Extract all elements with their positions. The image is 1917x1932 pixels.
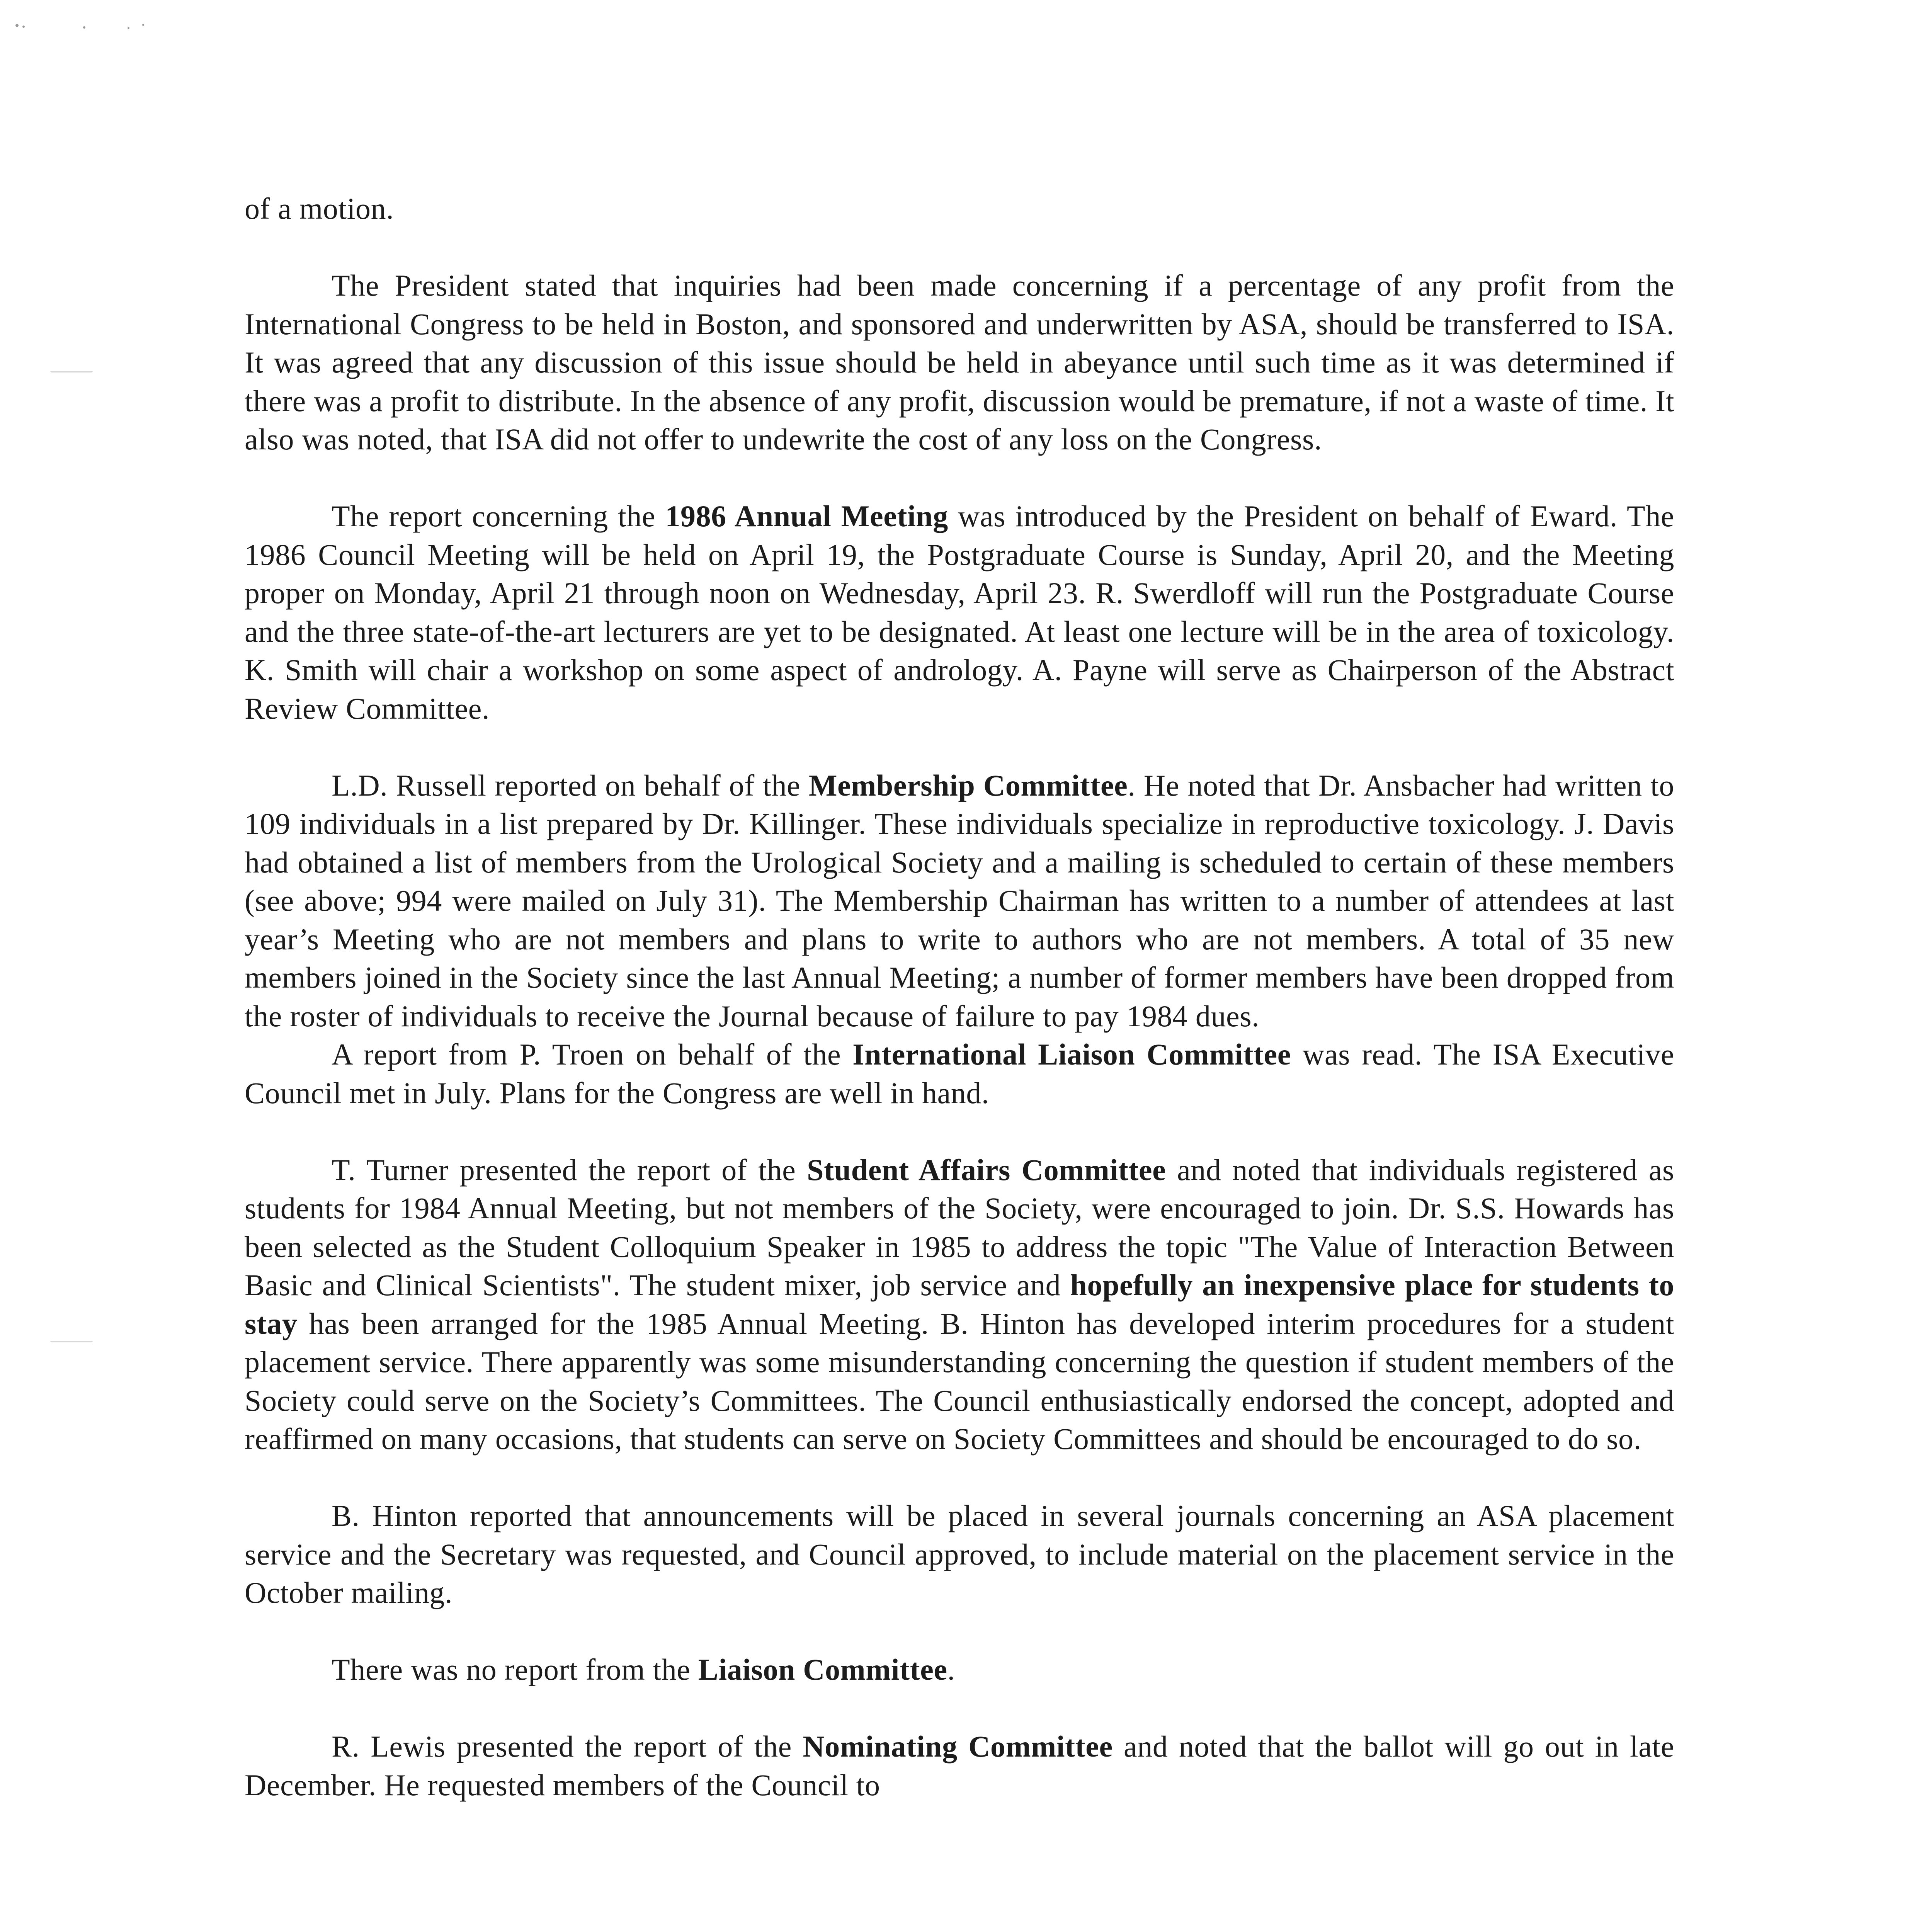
paragraph-text: The report concerning the: [332, 499, 665, 533]
scan-speck: [15, 24, 19, 27]
paragraph-motion: [245, 189, 1674, 228]
paragraph-annual-meeting-1986: [245, 497, 1674, 728]
paragraph-text: and noted that individuals registered as students for 1984 Annual Meeting, but not members of the Society, were encouraged to join. Dr. S.S. Howards has been selected as the Student Colloquium Speaker in 1985 to address the topic "The Value of Interaction Between Basic and Clinical Scientists". The student mixer, job service and: [245, 1153, 1674, 1302]
bold-heading-term: International Liaison Committee: [852, 1037, 1291, 1071]
bold-heading-term: Liaison Committee: [698, 1653, 947, 1686]
paragraph-text: A report from P. Troen on behalf of the: [332, 1037, 853, 1071]
paragraph-text: of a motion.: [245, 192, 394, 225]
paragraph-liaison-committee: [245, 1650, 1674, 1689]
scan-mark-middle: [50, 1341, 93, 1342]
paragraph-text: L.D. Russell reported on behalf of the: [332, 768, 809, 802]
meeting-minutes-body: [245, 189, 1674, 1804]
paragraph-membership-committee: [245, 766, 1674, 1036]
bold-heading-term: Student Affairs Committee: [807, 1153, 1166, 1187]
paragraph-nominating-committee: [245, 1727, 1674, 1804]
paragraph-text: and noted that the ballot will go out in late December. He requested members of the Council to: [245, 1730, 1674, 1802]
paragraph-text: T. Turner presented the report of the: [332, 1153, 807, 1187]
paragraph-text: has been arranged for the 1985 Annual Meeting. B. Hinton has developed interim procedures for a student placement service. There apparently was some misunderstanding concerning the question if student members of the Society could serve on the Society’s Committees. The Council enthusiastically endorsed the concept, adopted and reaffirmed on many occasions, that students can serve on Society Committees and should be encouraged to do so.: [245, 1306, 1674, 1456]
paragraph-text: was read. The ISA Executive Council met in July. Plans for the Congress are well in hand.: [245, 1037, 1674, 1110]
paragraph-text: was introduced by the President on behalf of Eward. The 1986 Council Meeting will be held on April 19, the Postgraduate Course is Sunday, April 20, and the Meeting proper on Monday, April 21 through noon on Wednesday, April 23. R. Swerdloff will run the Postgraduate Course and the three state-of-the-art lecturers are yet to be designated. At least one lecture will be in the area of toxicology. K. Smith will chair a workshop on some aspect of andrology. A. Payne will serve as Chairperson of the Abstract Review Committee.: [245, 499, 1675, 725]
scan-mark-top: [50, 371, 93, 372]
paragraph-international-liaison: [245, 1035, 1674, 1112]
paragraph-text: R. Lewis presented the report of the: [332, 1730, 803, 1763]
bold-heading-term: Nominating Committee: [803, 1730, 1113, 1763]
paragraph-text: B. Hinton reported that announcements will be placed in several journals concerning an ASA placement service and the Secretary was requested, and Council approved, to include material on the placement service in the October mailing.: [245, 1499, 1674, 1609]
paragraph-student-affairs: [245, 1151, 1674, 1458]
paragraph-placement-service: [245, 1497, 1674, 1612]
bold-heading-term: hopefully an inexpensive place for students to stay: [245, 1268, 1674, 1340]
bold-heading-term: 1986 Annual Meeting: [665, 499, 948, 533]
paragraph-text: The President stated that inquiries had been made concerning if a percentage of any profit from the International Congress to be held in Boston, and sponsored and underwritten by ASA, should be transferred to ISA. It was agreed that any discussion of this issue should be held in abeyance until such time as it was determined if there was a profit to distribute. In the absence of any profit, discussion would be premature, if not a waste of time. It also was noted, that ISA did not offer to undewrite the cost of any loss on the Congress.: [245, 269, 1674, 456]
paragraph-text: There was no report from the: [332, 1653, 698, 1686]
scan-speck: [22, 26, 25, 28]
paragraph-congress-profit: [245, 266, 1674, 459]
paragraph-text: . He noted that Dr. Ansbacher had written to 109 individuals in a list prepared by Dr. Killinger. These individuals specialize in reproductive toxicology. J. Davis had obtained a list of members from the Urological Society and a mailing is scheduled to certain of these members (see above; 994 were mailed on July 31). The Membership Chairman has written to a number of attendees at last year’s Meeting who are not members and plans to write to authors who are not members. A total of 35 new members joined in the Society since the last Annual Meeting; a number of former members have been dropped from the roster of individuals to receive the Journal because of failure to pay 1984 dues.: [245, 768, 1674, 1033]
paragraph-text: .: [947, 1653, 955, 1686]
scan-speck: [128, 27, 129, 29]
scan-speck: [142, 24, 144, 26]
scan-speck: [83, 26, 85, 29]
bold-heading-term: Membership Committee: [808, 768, 1128, 802]
